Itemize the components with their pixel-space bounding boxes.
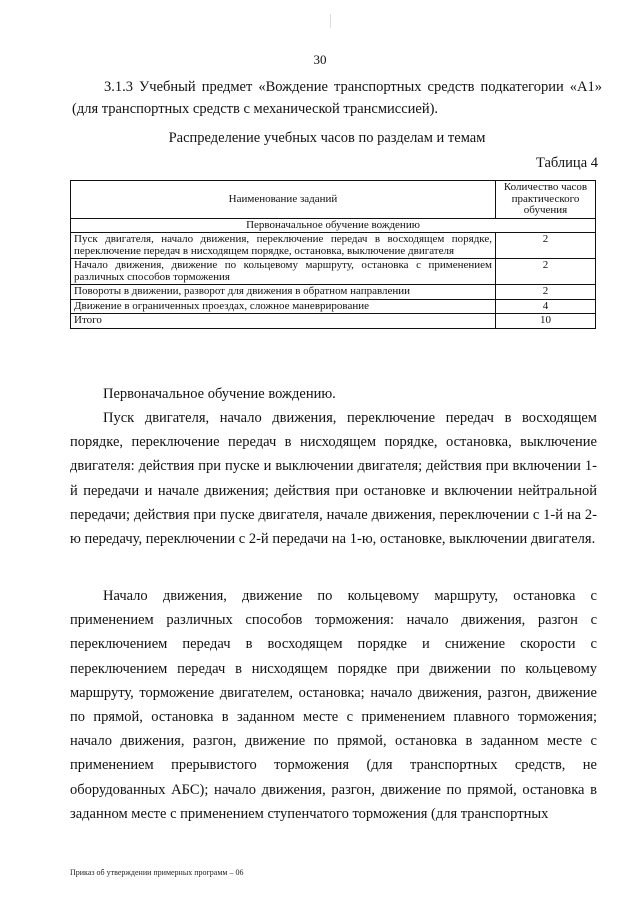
task-cell: Повороты в движении, разворот для движения в обратном направлении [71, 285, 496, 300]
page-number: 30 [313, 52, 327, 67]
task-cell: Пуск двигателя, начало движения, переключение передач в восходящем порядке, переключение передач в нисходящем порядке, остановка, выключение двигателя [71, 233, 496, 259]
table-row [71, 299, 596, 314]
header-task-name: Наименование заданий [71, 181, 496, 219]
section-title-text: Первоначальное обучение вождению. [103, 386, 336, 402]
table-row [71, 285, 596, 300]
subject-heading-line1: 3.1.3 Учебный предмет «Вождение транспортных средств подкатегории «А1» [104, 79, 602, 95]
page-footer: Приказ об утверждении примерных программ – 06 [70, 868, 244, 877]
table-row [71, 259, 596, 285]
table-total-row [71, 314, 596, 329]
hours-table [70, 180, 596, 329]
table-header-row [71, 181, 596, 219]
total-label-cell: Итого [71, 314, 496, 329]
table-row [71, 233, 596, 259]
body-section-title [70, 382, 597, 406]
hours-cell: 2 [496, 233, 596, 259]
paragraph-text: Начало движения, движение по кольцевому маршруту, остановка с применением различных способов торможения: начало движения, разгон с переключением передач в восходящем порядке и снижение скорости с переключением передач в нисходящем порядке при движении по кольцевому маршруту, торможение двигателем, остановка; начало движения, разгон, движение по прямой, остановка в заданном месте с применением плавного торможения; начало движения, разгон, движение по прямой, остановка в заданном месте с применением прерывистого торможения (для транспортных средств, не оборудованных АБС); начало движения, разгон, движение по прямой, остановка в заданном месте с применением ступенчатого торможения (для транспортных [70, 588, 597, 822]
paragraph-text: Пуск двигателя, начало движения, переключение передач в восходящем порядке, переключение передач в нисходящем порядке, остановка, выключение двигателя: действия при пуске и выключении двигателя; действия при включении 1-й передачи и начале движения; действия при остановке и включении нейтральной передачи; действия при пуске двигателя, начале движения, переключении с 1-й на 2-ю передачу, переключении с 2-й передачи на 1-ю, остановке, выключении двигателя. [70, 410, 597, 548]
table-section-row [71, 218, 596, 233]
task-cell: Начало движения, движение по кольцевому маршруту, остановка с применением различных способов торможения [71, 259, 496, 285]
task-cell: Движение в ограниченных проездах, сложное маневрирование [71, 299, 496, 314]
scan-mark [330, 14, 331, 28]
total-hours-cell: 10 [496, 314, 596, 329]
hours-cell: 2 [496, 285, 596, 300]
hours-distribution-title: Распределение учебных часов по разделам и темам [168, 130, 486, 146]
subject-heading-line2: (для транспортных средств с механической трансмиссией). [72, 101, 439, 117]
body-paragraph-2 [70, 584, 597, 826]
header-hours: Количество часов практического обучения [496, 181, 596, 219]
hours-cell: 2 [496, 259, 596, 285]
table-label: Таблица 4 [535, 155, 598, 171]
hours-cell: 4 [496, 299, 596, 314]
section-title-cell: Первоначальное обучение вождению [71, 218, 596, 233]
body-paragraph-1 [70, 406, 597, 551]
